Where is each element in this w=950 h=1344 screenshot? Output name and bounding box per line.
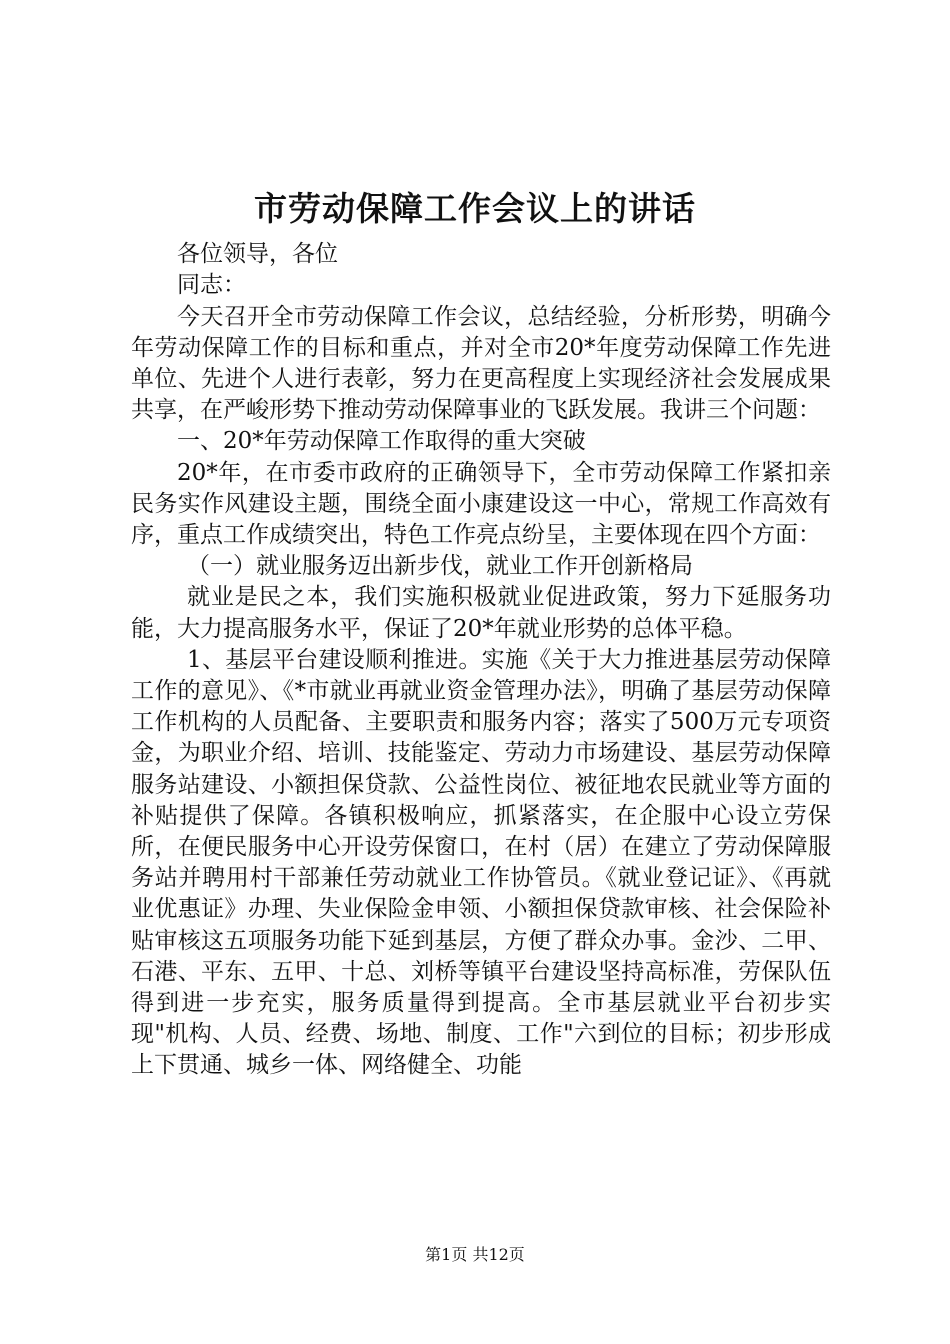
paragraph-employment: 就业是民之本，我们实施积极就业促进政策，努力下延服务功能，大力提高服务水平，保证了20*年就业形势的总体平稳。 bbox=[131, 584, 831, 642]
paragraph-opening: 今天召开全市劳动保障工作会议，总结经验，分析形势，明确今年劳动保障工作的目标和重点，并对全市20*年度劳动保障工作先进单位、先进个人进行表彰，努力在更高程度上实现经济社会发展成果共享，在严峻形势下推动劳动保障事业的飞跃发展。我讲三个问题： bbox=[131, 303, 831, 424]
document-body bbox=[131, 208, 831, 1082]
salutation-line-1: 各位领导，各位 bbox=[177, 241, 338, 268]
salutation-line-2: 同志： bbox=[177, 272, 246, 299]
title-spacer bbox=[131, 208, 831, 239]
document-title: 市劳动保障工作会议上的讲话 bbox=[254, 189, 696, 228]
subsection-heading-1: （一）就业服务迈出新步伐，就业工作开创新格局 bbox=[187, 553, 693, 580]
section-heading-1: 一、20*年劳动保障工作取得的重大突破 bbox=[177, 428, 586, 455]
paragraph-platform-building: 1、基层平台建设顺利推进。实施《关于大力推进基层劳动保障工作的意见》、《*市就业再就业资金管理办法》，明确了基层劳动保障工作机构的人员配备、主要职责和服务内容；落实了500万元专项资金，为职业介绍、培训、技能鉴定、劳动力市场建设、基层劳动保障服务站建设、小额担保贷款、公益性岗位、被征地农民就业等方面的补贴提供了保障。各镇积极响应，抓紧落实，在企服中心设立劳保所，在便民服务中心开设劳保窗口，在村（居）在建立了劳动保障服务站并聘用村干部兼任劳动就业工作协管员。《就业登记证》、《再就业优惠证》办理、失业保险金申领、小额担保贷款审核、社会保险补贴审核这五项服务功能下延到基层，方便了群众办事。金沙、二甲、石港、平东、五甲、十总、刘桥等镇平台建设坚持高标准，劳保队伍得到进一步充实，服务质量得到提高。全市基层就业平台初步实现"机构、人员、经费、场地、制度、工作"六到位的目标；初步形成上下贯通、城乡一体、网络健全、功能 bbox=[131, 646, 831, 1079]
paragraph-section-1-intro: 20*年，在市委市政府的正确领导下，全市劳动保障工作紧扣亲民务实作风建设主题，围绕全面小康建设这一中心，常规工作高效有序，重点工作成绩突出，特色工作亮点纷呈，主要体现在四个方面： bbox=[131, 459, 831, 548]
page-number-footer: 第1页 共12页 bbox=[425, 1245, 525, 1264]
